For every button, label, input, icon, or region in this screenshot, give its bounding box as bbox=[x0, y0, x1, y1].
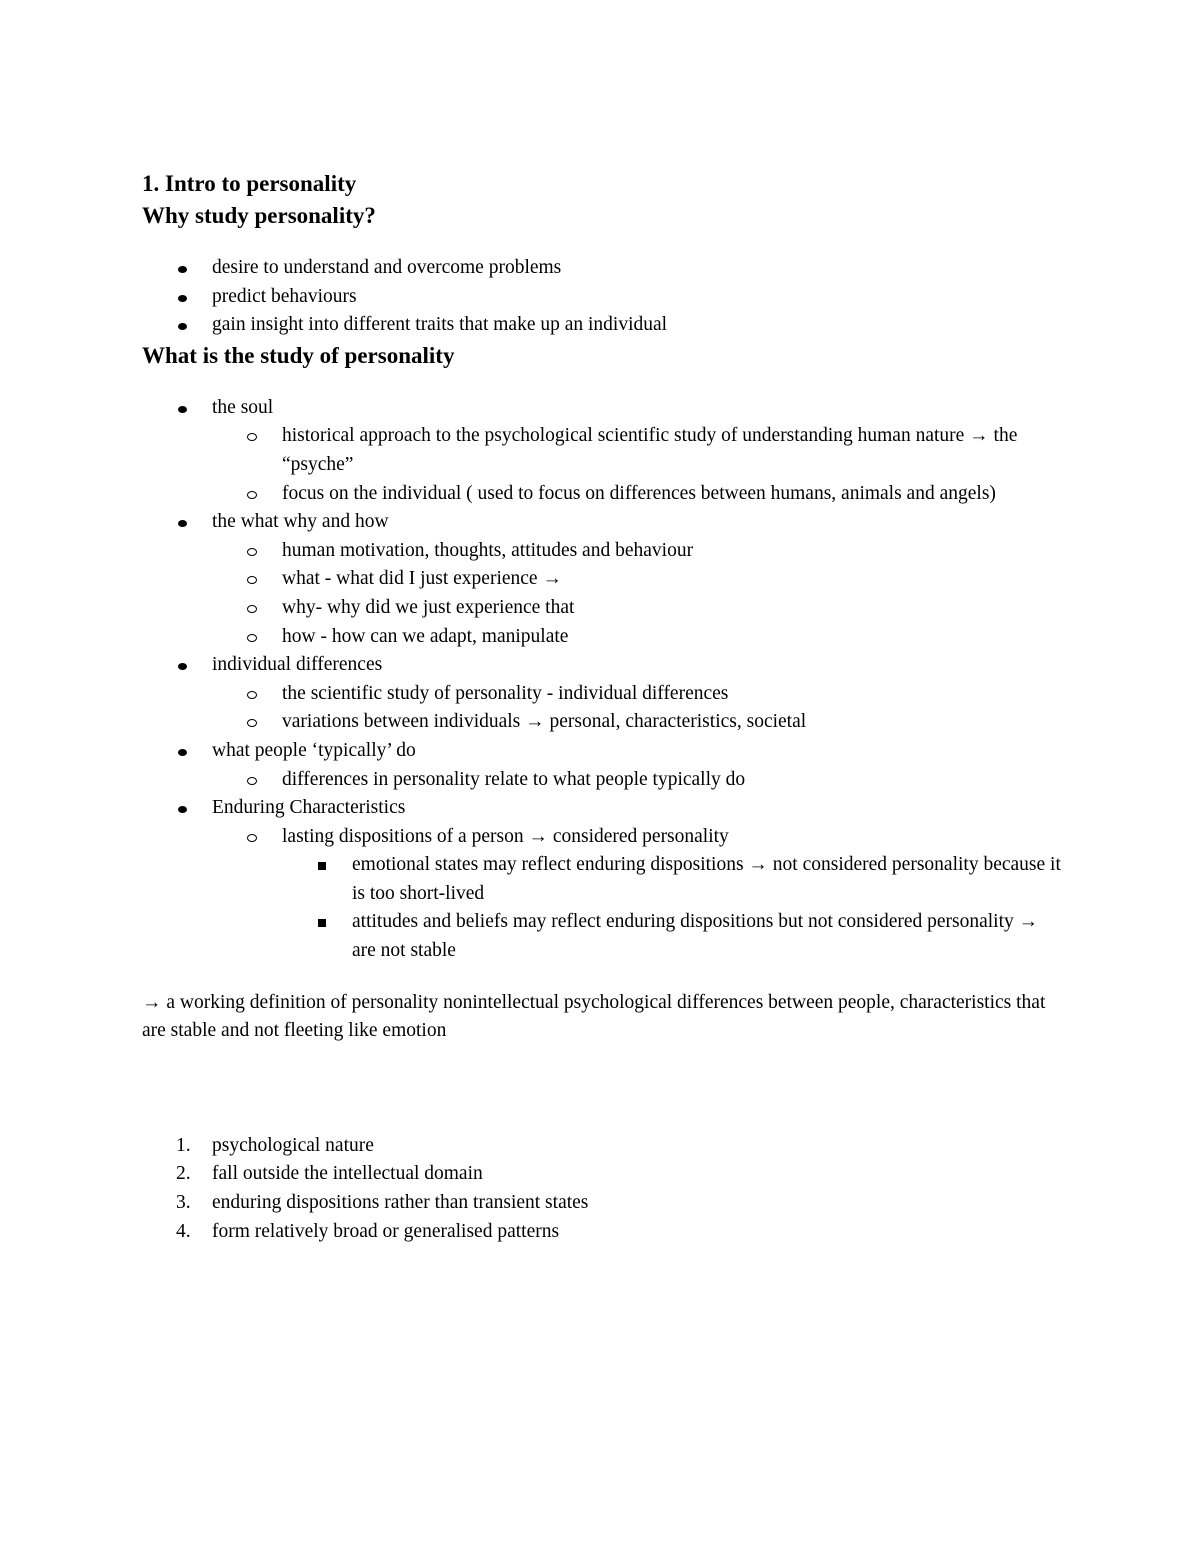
bullet-circle-icon bbox=[247, 623, 257, 652]
bullet-dot-icon bbox=[178, 394, 187, 423]
sub-list bbox=[212, 823, 1062, 966]
bullet-circle-icon bbox=[247, 708, 257, 737]
bullet-circle-icon bbox=[247, 594, 257, 623]
bullet-square-icon bbox=[318, 908, 326, 937]
sub-list-item: why- why did we just experience that bbox=[212, 594, 1062, 623]
list-number: 3. bbox=[176, 1192, 191, 1214]
bullet-square-icon bbox=[318, 851, 326, 880]
sub-list-item: lasting dispositions of a person → considered personality emotional states may reflect enduring dispositions → not considered personality because it is too short-lived attitudes and beliefs may reflect enduring dispositions but not considered personality → are not stable bbox=[212, 823, 1062, 966]
sub-list-item: historical approach to the psychological scientific study of understanding human nature → the “psyche” bbox=[212, 422, 1062, 479]
list-item: individual differences the scientific study of personality - individual differences variations between individuals → personal, characteristics, societal bbox=[142, 651, 1062, 737]
sub-sub-list bbox=[282, 851, 1062, 965]
numbered-list bbox=[142, 1132, 1062, 1246]
sub-list-item: what - what did I just experience → bbox=[212, 565, 1062, 594]
bullet-circle-icon bbox=[247, 422, 257, 451]
list-item: what people ‘typically’ do differences in personality relate to what people typically do bbox=[142, 737, 1062, 794]
numbered-list-item: 2. fall outside the intellectual domain bbox=[142, 1160, 1062, 1189]
list-item: the soul historical approach to the psychological scientific study of understanding human nature → the “psyche” focus on the individual ( used to focus on differences between humans, animals and angels) bbox=[142, 394, 1062, 508]
sub-sub-list-item: attitudes and beliefs may reflect enduring dispositions but not considered personality → are not stable bbox=[282, 908, 1062, 965]
sub-list bbox=[212, 766, 1062, 795]
bullet-circle-icon bbox=[247, 480, 257, 509]
page-title: 1. Intro to personality bbox=[142, 171, 357, 196]
sub-list-item: variations between individuals → personal, characteristics, societal bbox=[212, 708, 1062, 737]
why-study-list bbox=[142, 254, 1062, 340]
bullet-dot-icon bbox=[178, 737, 187, 766]
bullet-dot-icon bbox=[178, 651, 187, 680]
sub-sub-list-item: emotional states may reflect enduring dispositions → not considered personality because it is too short-lived bbox=[282, 851, 1062, 908]
bullet-circle-icon bbox=[247, 537, 257, 566]
list-item: gain insight into different traits that make up an individual bbox=[142, 311, 1062, 340]
bullet-dot-icon bbox=[178, 794, 187, 823]
section-heading-what-is: What is the study of personality bbox=[142, 342, 455, 368]
list-item: desire to understand and overcome problems bbox=[142, 254, 1062, 283]
sub-list-item: the scientific study of personality - individual differences bbox=[212, 680, 1062, 709]
definition-paragraph: → a working definition of personality nonintellectual psychological differences between people, characteristics that are stable and not fleeting like emotion bbox=[142, 991, 1046, 1042]
sub-list-item: how - how can we adapt, manipulate bbox=[212, 623, 1062, 652]
sub-list bbox=[212, 680, 1062, 737]
bullet-circle-icon bbox=[247, 766, 257, 795]
sub-list-item: differences in personality relate to what people typically do bbox=[212, 766, 1062, 795]
bullet-dot-icon bbox=[178, 508, 187, 537]
bullet-dot-icon bbox=[178, 283, 187, 312]
bullet-circle-icon bbox=[247, 680, 257, 709]
bullet-circle-icon bbox=[247, 823, 257, 852]
numbered-list-item: 1. psychological nature bbox=[142, 1132, 1062, 1161]
list-item: Enduring Characteristics lasting dispositions of a person → considered personality emotional states may reflect enduring dispositions → not considered personality because it is too short-lived attitudes and beliefs may reflect enduring dispositions but not considered personality → are not stable bbox=[142, 794, 1062, 966]
list-item: the what why and how human motivation, thoughts, attitudes and behaviour what - what did I just experience → why- why did we just experience that how - how can we adapt, manipulate bbox=[142, 508, 1062, 651]
list-number: 2. bbox=[176, 1163, 191, 1185]
list-item: predict behaviours bbox=[142, 283, 1062, 312]
document-page bbox=[142, 168, 1062, 1246]
section-heading-why-study: Why study personality? bbox=[142, 203, 376, 228]
bullet-circle-icon bbox=[247, 565, 257, 594]
bullet-dot-icon bbox=[178, 311, 187, 340]
numbered-list-item: 3. enduring dispositions rather than transient states bbox=[142, 1189, 1062, 1218]
sub-list-item: focus on the individual ( used to focus on differences between humans, animals and angels) bbox=[212, 480, 1062, 509]
sub-list-item: human motivation, thoughts, attitudes and behaviour bbox=[212, 537, 1062, 566]
bullet-dot-icon bbox=[178, 254, 187, 283]
sub-list bbox=[212, 422, 1062, 508]
list-number: 1. bbox=[176, 1134, 191, 1156]
list-number: 4. bbox=[176, 1220, 191, 1242]
sub-list bbox=[212, 537, 1062, 651]
numbered-list-item: 4. form relatively broad or generalised patterns bbox=[142, 1218, 1062, 1247]
what-is-list bbox=[142, 394, 1062, 966]
